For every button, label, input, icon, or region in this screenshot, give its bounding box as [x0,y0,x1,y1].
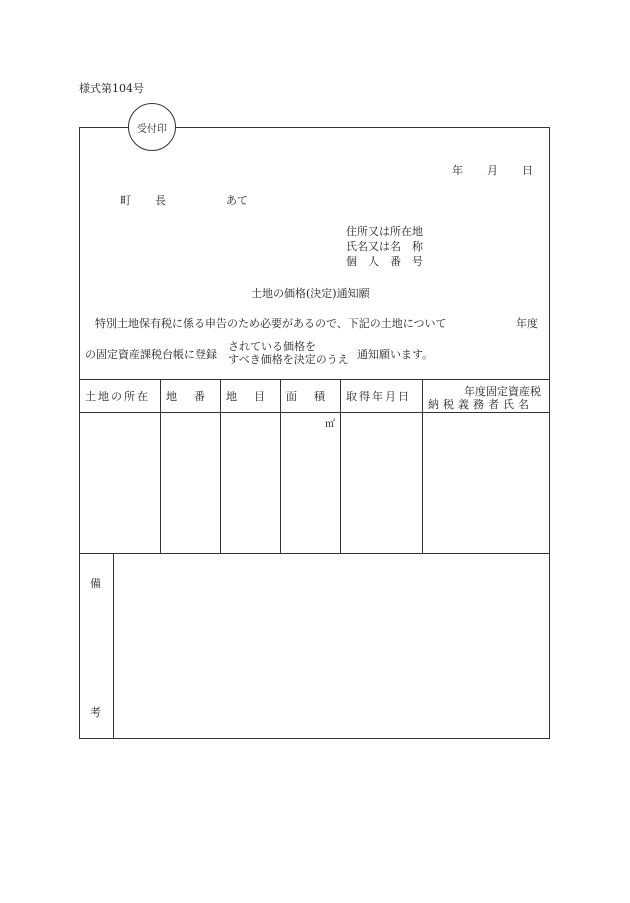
remarks-label-top: 備 [90,577,101,590]
table-col-divider [220,379,221,553]
table-col-divider [422,379,423,553]
header-lot-number [166,380,216,412]
header-lot-number-text: 地 番 [166,390,208,403]
remarks-label-bottom: 考 [90,706,101,719]
form-frame [79,127,550,739]
table-col-divider [160,379,161,553]
header-land-category-text: 地 目 [226,390,268,403]
header-area [286,380,336,412]
date-year-label: 年 [452,164,463,177]
header-area-text: 面 積 [286,390,328,403]
table-header-rule [79,412,550,413]
applicant-id-label: 個 人 番 号 [346,255,423,268]
addressee-town: 町 [120,194,131,207]
date-day-label: 日 [522,164,533,177]
table-col-divider [340,379,341,553]
area-unit: ㎡ [325,419,335,430]
body-line1: 特別土地保有税に係る申告のため必要があるので、下記の土地について [95,317,447,330]
header-location-text: 土地の所在 [85,390,150,403]
header-land-category [226,380,276,412]
table-col-divider [280,379,281,553]
header-location [85,380,157,412]
header-taxpayer-line2: 納税義務者氏名 [428,398,533,411]
applicant-name-label: 氏名又は名 称 [346,240,423,253]
document-title: 土地の価格(決定)通知願 [251,287,370,300]
addressee-chief: 長 [155,194,166,207]
body-line2-prefix: の固定資産課税台帳に登録 [85,348,217,361]
table-bottom-rule [79,553,550,554]
addressee-to: あて [226,194,248,207]
body-line1-year: 年度 [516,317,538,330]
form-number: 様式第104号 [79,82,144,95]
body-option-to-be-decided: すべき価格を決定のうえ [228,353,349,366]
remarks-divider [113,553,114,739]
stamp-label: 受付印 [137,123,167,135]
header-acquisition-date [346,380,418,412]
body-line2-suffix: 通知願います。 [357,348,434,361]
date-month-label: 月 [487,164,498,177]
reception-stamp [128,103,176,151]
header-acquisition-date-text: 取得年月日 [346,390,411,403]
applicant-address-label: 住所又は所在地 [346,225,423,238]
header-taxpayer-line1: 年度固定資産税 [464,385,541,398]
body-option-registered: されている価格を [228,340,316,353]
